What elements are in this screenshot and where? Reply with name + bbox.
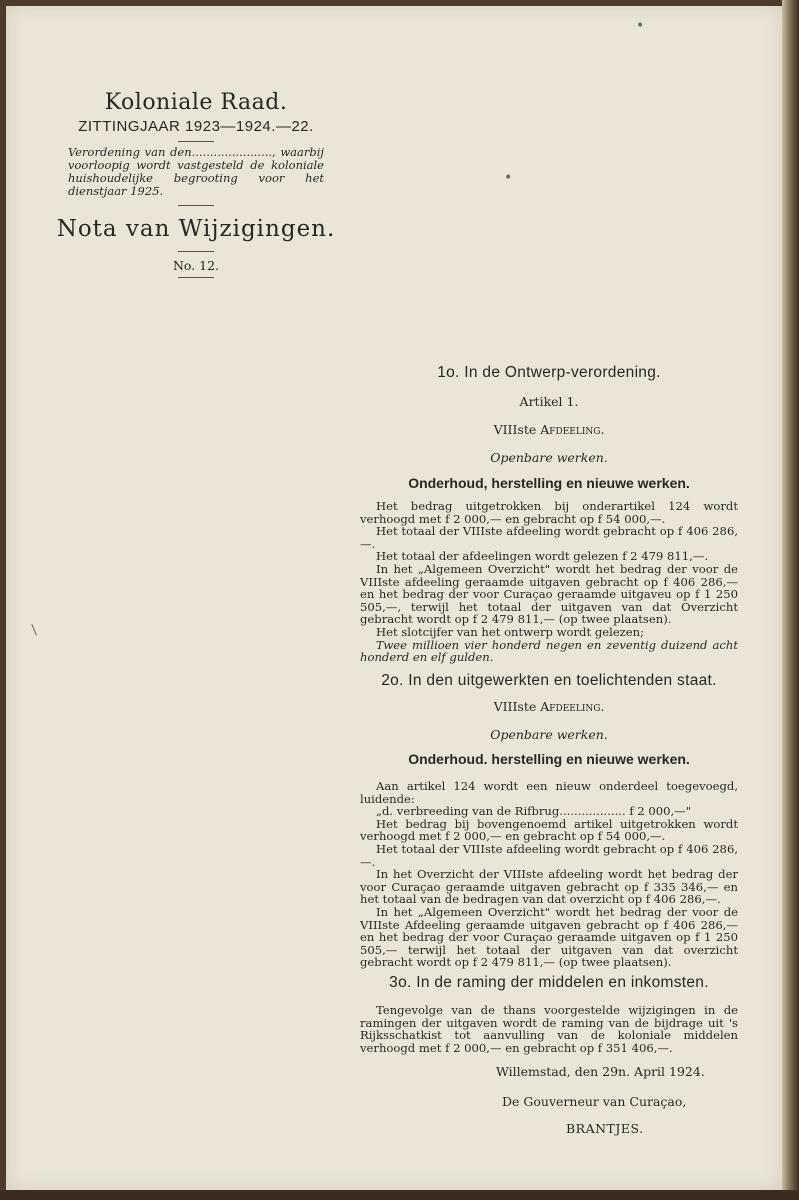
section-1-subheading: Onderhoud, herstelling en nieuwe werken.	[408, 475, 690, 491]
paragraph: Het totaal der VIIIste afdeeling wordt gebracht op f 406 286,—.	[360, 841, 738, 869]
signature-title: De Gouverneur van Curaçao,	[502, 1094, 687, 1109]
paragraph: Het bedrag bij bovengenoemd artikel uitgetrokken wordt verhoogd met f 2 000,— en gebracht op f 54 000,—.	[360, 816, 738, 844]
page-edge	[0, 1190, 799, 1200]
signature-name: BRANTJES.	[566, 1121, 644, 1136]
page-edge	[782, 0, 799, 1200]
paragraph-italic: Twee millioen vier honderd negen en zeventig duizend acht honderd en elf gulden.	[360, 637, 738, 665]
paragraph: Het totaal der afdeelingen wordt gelezen f 2 479 811,—.	[376, 549, 709, 564]
paragraph: In het „Algemeen Overzicht" wordt het bedrag der voor de VIIIste afdeeling geraamde uitgaven gebracht op f 406 286,— en het bedrag der voor Curaçao geraamde uitgaveu op f 1 250 505,—, terwijl het totaal der uitgaven van dat Overzicht gebracht wordt op f 2 479 811,— (op twee plaatsen).	[360, 561, 738, 627]
list-item: „d. verbreeding van de Rifbrug.................. f 2 000,—"	[376, 804, 692, 819]
paragraph: Het totaal der VIIIste afdeeling wordt gebracht op f 406 286,—.	[360, 524, 738, 551]
paragraph: Het bedrag uitgetrokken bij onderartikel 124 wordt verhoogd met f 2 000,— en gebracht op f 54 000,—.	[360, 499, 738, 526]
speck-mark: •	[504, 170, 513, 186]
section-1-heading: 1o. In de Ontwerp-verordening.	[437, 364, 661, 381]
paragraph: Het slotcijfer van het ontwerp wordt gelezen;	[376, 624, 645, 639]
section-2-body	[360, 780, 738, 969]
divider	[178, 205, 214, 206]
divider	[178, 251, 214, 252]
section-1-article: Artikel 1.	[519, 394, 579, 409]
section-1-works: Openbare werken.	[490, 450, 608, 465]
section-2-subheading: Onderhoud. herstelling en nieuwe werken.	[408, 751, 690, 767]
speck-mark: •	[636, 18, 645, 34]
paragraph: Tengevolge van de thans voorgestelde wijzigingen in de ramingen der uitgaven wordt de raming van de bijdrage uit 's Rijksschatkist tot aanvulling van de koloniale middelen verhoogd met f 2 000,— en gebracht op f 351 406,—.	[360, 1003, 738, 1055]
paragraph: In het Overzicht der VIIIste afdeeling wordt het bedrag der voor Curaçao geraamde uitgaven gebracht op f 335 346,— en het totaal van de bedragen van dat overzicht op f 406 286,—.	[360, 867, 738, 907]
section-1-division: VIIIste Afdeeling.	[493, 422, 605, 437]
section-3-body	[360, 1004, 738, 1054]
section-2-heading: 2o. In den uitgewerkten en toelichtenden staat.	[381, 672, 717, 689]
pencil-mark: /	[27, 622, 42, 638]
section-2-division: VIIIste Afdeeling.	[493, 699, 605, 714]
nota-number: No. 12.	[172, 258, 220, 273]
ordinance-intro: Verordening van den......................, waarbij voorloopig wordt vastgesteld de koloniale huishoudelijke begrooting voor het dienstjaar 1925.	[68, 145, 324, 198]
document-page	[6, 6, 782, 1190]
divider	[178, 141, 214, 142]
divider	[178, 277, 214, 278]
nota-title: Nota van Wijzigingen.	[56, 216, 336, 242]
section-2-works: Openbare werken.	[490, 727, 608, 742]
paragraph: In het „Algemeen Overzicht" wordt het bedrag der voor de VIIIste Afdeeling geraamde uitgaven gebracht op f 406 286,— en het bedrag der voor Curaçao geraamde uitgaven op f 1 250 505,— terwijl het totaal der uitgaven van dat overzicht gebracht wordt op f 2 479 811,— (op twee plaatsen).	[360, 904, 738, 970]
council-title: Koloniale Raad.	[104, 90, 288, 115]
section-3-heading: 3o. In de raming der middelen en inkomsten.	[389, 974, 709, 991]
place-date: Willemstad, den 29n. April 1924.	[496, 1064, 705, 1079]
session-line: ZITTINGJAAR 1923—1924.—22.	[78, 118, 314, 135]
paragraph: Aan artikel 124 wordt een nieuw onderdeel toegevoegd, luidende:	[360, 779, 738, 806]
section-1-body	[360, 500, 738, 664]
